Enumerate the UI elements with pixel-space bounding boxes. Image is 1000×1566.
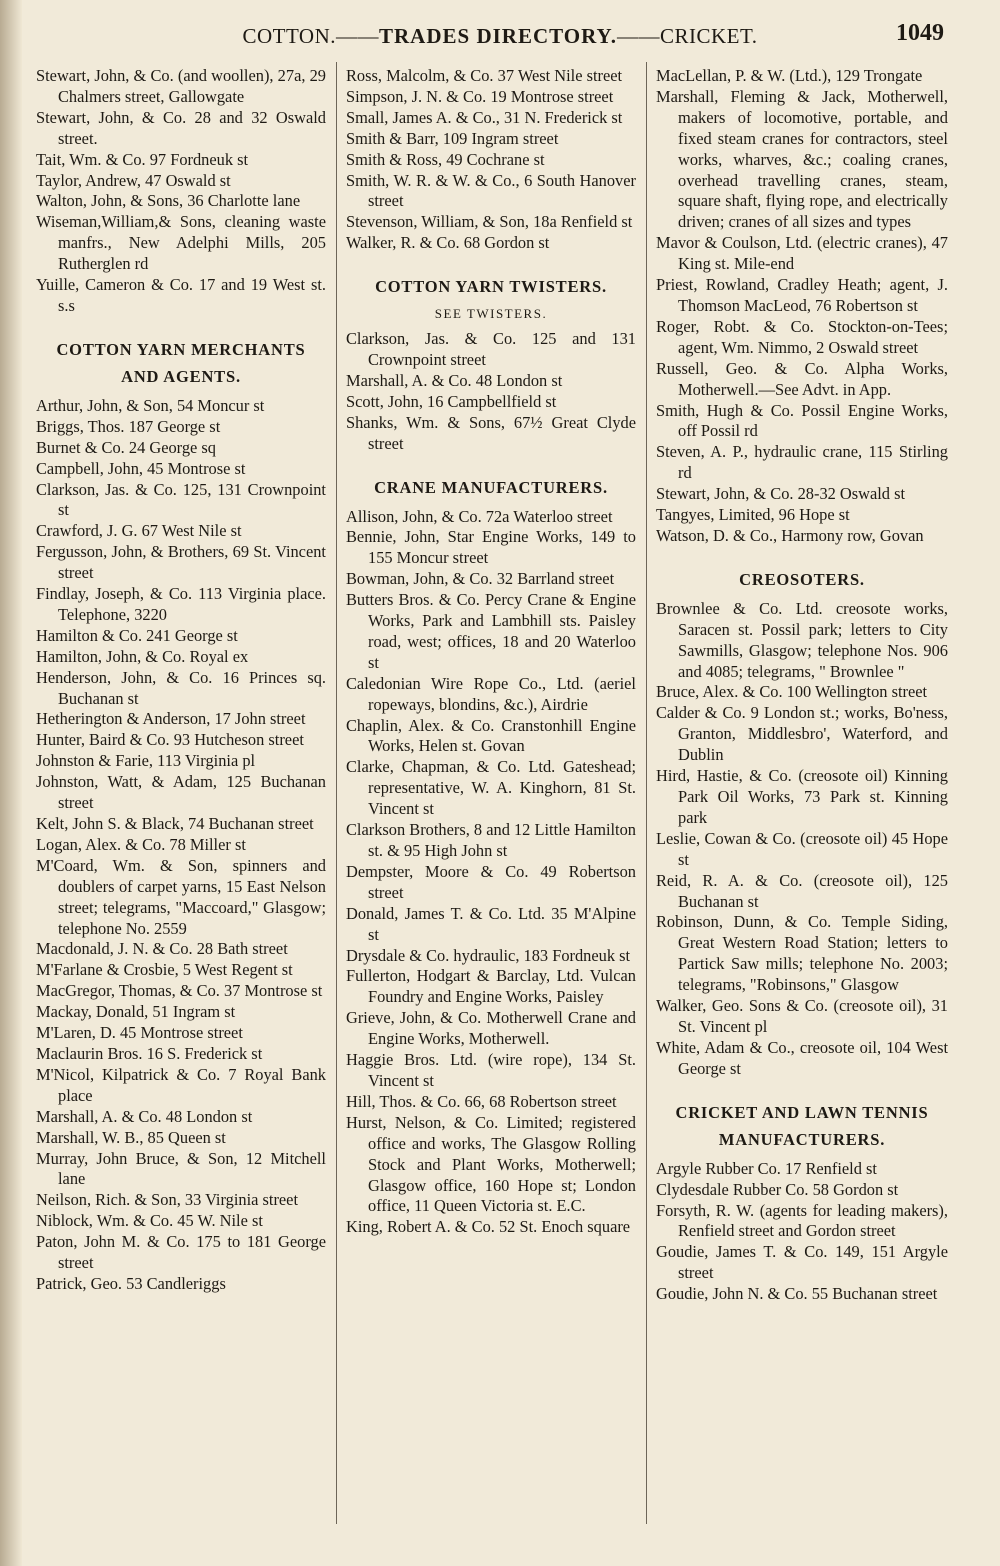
directory-entry: Haggie Bros. Ltd. (wire rope), 134 St. Vincent st bbox=[346, 1050, 636, 1090]
column-3 bbox=[656, 66, 948, 1305]
directory-entry: Stewart, John, & Co. (and woollen), 27a, 29 Chalmers street, Gallowgate bbox=[36, 66, 326, 106]
directory-entry: Hill, Thos. & Co. 66, 68 Robertson street bbox=[346, 1091, 617, 1111]
directory-entry: Brownlee & Co. Ltd. creosote works, Saracen st. Possil park; letters to City Sawmills, Glasgow; telephone Nos. 906 and 4085; telegrams, " Brownlee " bbox=[656, 598, 948, 681]
directory-entry: Tangyes, Limited, 96 Hope st bbox=[656, 505, 850, 525]
directory-entry: M'Farlane & Crosbie, 5 West Regent st bbox=[36, 960, 293, 980]
directory-entry: Clydesdale Rubber Co. 58 Gordon st bbox=[656, 1179, 899, 1199]
running-head bbox=[170, 24, 830, 49]
directory-entry: Marshall, W. B., 85 Queen st bbox=[36, 1127, 226, 1147]
directory-entry: M'Laren, D. 45 Montrose street bbox=[36, 1023, 243, 1043]
header-left-word: COTTON. bbox=[242, 24, 336, 48]
directory-entry: Stewart, John, & Co. 28-32 Oswald st bbox=[656, 484, 906, 504]
directory-entry: Caledonian Wire Rope Co., Ltd. (aeriel ropeways, blondins, &c.), Airdrie bbox=[346, 673, 636, 714]
directory-entry: Chaplin, Alex. & Co. Cranstonhill Engine Works, Helen st. Govan bbox=[346, 715, 636, 756]
header-dash-left: —— bbox=[336, 24, 379, 48]
directory-entry: Clarkson, Jas. & Co. 125, 131 Crownpoint st bbox=[36, 479, 326, 520]
directory-entry: Findlay, Joseph, & Co. 113 Virginia place. Telephone, 3220 bbox=[36, 584, 326, 624]
directory-entry: Donald, James T. & Co. Ltd. 35 M'Alpine st bbox=[346, 903, 636, 944]
directory-entry: Dempster, Moore & Co. 49 Robertson street bbox=[346, 861, 636, 902]
directory-entry: Russell, Geo. & Co. Alpha Works, Motherwell.—See Advt. in App. bbox=[656, 358, 948, 399]
directory-entry: M'Nicol, Kilpatrick & Co. 7 Royal Bank place bbox=[36, 1064, 326, 1105]
directory-entry: Hird, Hastie, & Co. (creosote oil) Kinning Park Oil Works, 73 Park st. Kinning park bbox=[656, 766, 948, 827]
binding-shadow bbox=[0, 0, 22, 1566]
directory-entry: Clarkson Brothers, 8 and 12 Little Hamilton st. & 95 High John st bbox=[346, 820, 636, 860]
directory-entry: Mavor & Coulson, Ltd. (electric cranes), 47 King st. Mile-end bbox=[656, 233, 948, 274]
header-title: TRADES DIRECTORY. bbox=[379, 24, 617, 48]
directory-entry: Roger, Robt. & Co. Stockton-on-Tees; agent, Wm. Nimmo, 2 Oswald street bbox=[656, 316, 948, 357]
directory-entry: Marshall, A. & Co. 48 London st bbox=[36, 1106, 253, 1126]
directory-entry: Paton, John M. & Co. 175 to 181 George street bbox=[36, 1232, 326, 1273]
directory-entry: Steven, A. P., hydraulic crane, 115 Stirling rd bbox=[656, 442, 948, 483]
page-header bbox=[0, 18, 1000, 58]
directory-entry: Arthur, John, & Son, 54 Moncur st bbox=[36, 395, 265, 415]
section-heading: COTTON YARN TWISTERS. bbox=[375, 277, 607, 297]
header-right-word: CRICKET. bbox=[660, 24, 758, 48]
directory-entry: Henderson, John, & Co. 16 Princes sq. Buchanan st bbox=[36, 667, 326, 708]
directory-entry: Simpson, J. N. & Co. 19 Montrose street bbox=[346, 86, 614, 106]
section-heading: CREOSOTERS. bbox=[739, 569, 865, 589]
directory-entry: Argyle Rubber Co. 17 Renfield st bbox=[656, 1158, 877, 1178]
directory-entry: Hurst, Nelson, & Co. Limited; registered office and works, The Glasgow Rolling Stock and Plant Works, Motherwell; Glasgow office, 160 Hope st; London office, 11 Queen Victoria st. E.C. bbox=[346, 1112, 636, 1216]
directory-entry: MacLellan, P. & W. (Ltd.), 129 Trongate bbox=[656, 66, 923, 85]
directory-entry: Murray, John Bruce, & Son, 12 Mitchell lane bbox=[36, 1148, 326, 1189]
directory-entry: Johnston & Farie, 113 Virginia pl bbox=[36, 751, 256, 771]
directory-entry: Campbell, John, 45 Montrose st bbox=[36, 458, 246, 478]
directory-entry: Small, James A. & Co., 31 N. Frederick st bbox=[346, 107, 623, 127]
directory-entry: Drysdale & Co. hydraulic, 183 Fordneuk st bbox=[346, 945, 631, 965]
header-dash-right: —— bbox=[617, 24, 660, 48]
directory-entry: Mackay, Donald, 51 Ingram st bbox=[36, 1002, 236, 1022]
directory-entry: Walker, Geo. Sons & Co. (creosote oil), 31 St. Vincent pl bbox=[656, 996, 948, 1036]
column-2 bbox=[346, 66, 636, 1238]
directory-entry: Macdonald, J. N. & Co. 28 Bath street bbox=[36, 939, 288, 959]
directory-entry: Fergusson, John, & Brothers, 69 St. Vincent street bbox=[36, 542, 326, 583]
directory-entry: Hamilton & Co. 241 George st bbox=[36, 625, 238, 645]
directory-entry: Burnet & Co. 24 George sq bbox=[36, 437, 216, 457]
directory-entry: Hetherington & Anderson, 17 John street bbox=[36, 709, 306, 729]
directory-entry: King, Robert A. & Co. 52 St. Enoch square bbox=[346, 1217, 631, 1237]
directory-entry: Stevenson, William, & Son, 18a Renfield st bbox=[346, 212, 633, 232]
directory-entry: Kelt, John S. & Black, 74 Buchanan street bbox=[36, 814, 314, 833]
directory-entry: Clarke, Chapman, & Co. Ltd. Gateshead; representative, W. A. Kinghorn, 81 St. Vincent st bbox=[346, 757, 636, 819]
directory-entry: Goudie, James T. & Co. 149, 151 Argyle street bbox=[656, 1242, 948, 1283]
directory-entry: Patrick, Geo. 53 Candleriggs bbox=[36, 1273, 226, 1293]
directory-entry: Priest, Rowland, Cradley Heath; agent, J. Thomson MacLeod, 76 Robertson st bbox=[656, 275, 948, 315]
directory-entry: Watson, D. & Co., Harmony row, Govan bbox=[656, 525, 924, 545]
directory-entry: Taylor, Andrew, 47 Oswald st bbox=[36, 170, 231, 190]
directory-entry: Clarkson, Jas. & Co. 125 and 131 Crownpoint street bbox=[346, 329, 636, 369]
directory-entry: Grieve, John, & Co. Motherwell Crane and Engine Works, Motherwell. bbox=[346, 1008, 636, 1049]
directory-entry: Fullerton, Hodgart & Barclay, Ltd. Vulcan Foundry and Engine Works, Paisley bbox=[346, 966, 636, 1007]
directory-entry: Leslie, Cowan & Co. (creosote oil) 45 Hope st bbox=[656, 828, 948, 869]
directory-entry: Calder & Co. 9 London st.; works, Bo'ness, Granton, Middlesbro', Waterford, and Dublin bbox=[656, 703, 948, 765]
directory-entry: Scott, John, 16 Campbellfield st bbox=[346, 391, 557, 411]
directory-entry: Smith & Barr, 109 Ingram street bbox=[346, 128, 559, 148]
directory-entry: Neilson, Rich. & Son, 33 Virginia street bbox=[36, 1190, 299, 1210]
directory-entry: Logan, Alex. & Co. 78 Miller st bbox=[36, 834, 246, 854]
directory-entry: Yuille, Cameron & Co. 17 and 19 West st. s.s bbox=[36, 275, 326, 315]
directory-entry: Bennie, John, Star Engine Works, 149 to 155 Moncur street bbox=[346, 527, 636, 568]
directory-entry: Niblock, Wm. & Co. 45 W. Nile st bbox=[36, 1211, 263, 1231]
directory-entry: Allison, John, & Co. 72a Waterloo street bbox=[346, 506, 613, 526]
directory-entry: Forsyth, R. W. (agents for leading makers), Renfield street and Gordon street bbox=[656, 1200, 948, 1241]
directory-entry: Crawford, J. G. 67 West Nile st bbox=[36, 521, 242, 541]
directory-entry: Walton, John, & Sons, 36 Charlotte lane bbox=[36, 191, 301, 211]
directory-entry: Smith, Hugh & Co. Possil Engine Works, off Possil rd bbox=[656, 400, 948, 441]
directory-entry: Bowman, John, & Co. 32 Barrland street bbox=[346, 569, 615, 589]
column-rule-left bbox=[336, 62, 337, 1524]
directory-entry: Johnston, Watt, & Adam, 125 Buchanan street bbox=[36, 772, 326, 813]
directory-entry: Tait, Wm. & Co. 97 Fordneuk st bbox=[36, 149, 249, 169]
directory-entry: Goudie, John N. & Co. 55 Buchanan street bbox=[656, 1284, 938, 1304]
directory-entry: Smith & Ross, 49 Cochrane st bbox=[346, 149, 545, 169]
directory-entry: Ross, Malcolm, & Co. 37 West Nile street bbox=[346, 66, 623, 85]
directory-entry: Bruce, Alex. & Co. 100 Wellington street bbox=[656, 682, 928, 702]
directory-entry: Butters Bros. & Co. Percy Crane & Engine Works, Park and Lambhill sts. Paisley road, west; offices, 18 and 20 Waterloo st bbox=[346, 590, 636, 672]
directory-entry: Wiseman,William,& Sons, cleaning waste manfrs., New Adelphi Mills, 205 Rutherglen rd bbox=[36, 212, 326, 274]
directory-entry: Maclaurin Bros. 16 S. Frederick st bbox=[36, 1043, 263, 1063]
section-heading: CRICKET AND LAWN TENNIS MANUFACTURERS. bbox=[675, 1102, 929, 1149]
directory-entry: Hunter, Baird & Co. 93 Hutcheson street bbox=[36, 730, 304, 750]
directory-entry: Smith, W. R. & W. & Co., 6 South Hanover street bbox=[346, 170, 636, 211]
directory-entry: M'Coard, Wm. & Son, spinners and doublers of carpet yarns, 15 East Nelson street; telegrams, "Maccoard," Glasgow; telephone No. 2559 bbox=[36, 855, 326, 938]
directory-entry: Reid, R. A. & Co. (creosote oil), 125 Buchanan st bbox=[656, 870, 948, 911]
directory-entry: Hamilton, John, & Co. Royal ex bbox=[36, 646, 249, 666]
directory-entry: Marshall, A. & Co. 48 London st bbox=[346, 370, 563, 390]
directory-entry: Robinson, Dunn, & Co. Temple Siding, Great Western Road Station; letters to Partick Saw mills; telephone No. 2003; telegrams, "Robinsons," Glasgow bbox=[656, 912, 948, 995]
directory-entry: Marshall, Fleming & Jack, Motherwell, makers of locomotive, portable, and fixed steam cranes for contractors, steel works, wharves, &c.; coaling cranes, overhead travelling cranes, steam, square shaft, flying rope, and electrically driven; cranes of all sizes and types bbox=[656, 86, 948, 232]
section-heading: COTTON YARN MERCHANTS AND AGENTS. bbox=[56, 339, 306, 386]
column-rule-right bbox=[646, 62, 647, 1524]
column-1 bbox=[36, 66, 326, 1295]
section-heading: CRANE MANUFACTURERS. bbox=[374, 477, 608, 497]
directory-entry: Stewart, John, & Co. 28 and 32 Oswald street. bbox=[36, 107, 326, 148]
directory-entry: Walker, R. & Co. 68 Gordon st bbox=[346, 233, 550, 253]
cross-reference-note: SEE TWISTERS. bbox=[434, 306, 548, 322]
directory-entry: White, Adam & Co., creosote oil, 104 West George st bbox=[656, 1037, 948, 1078]
directory-entry: Briggs, Thos. 187 George st bbox=[36, 416, 221, 436]
directory-entry: Shanks, Wm. & Sons, 67½ Great Clyde street bbox=[346, 412, 636, 453]
page-number: 1049 bbox=[896, 20, 944, 46]
directory-entry: MacGregor, Thomas, & Co. 37 Montrose st bbox=[36, 981, 323, 1001]
